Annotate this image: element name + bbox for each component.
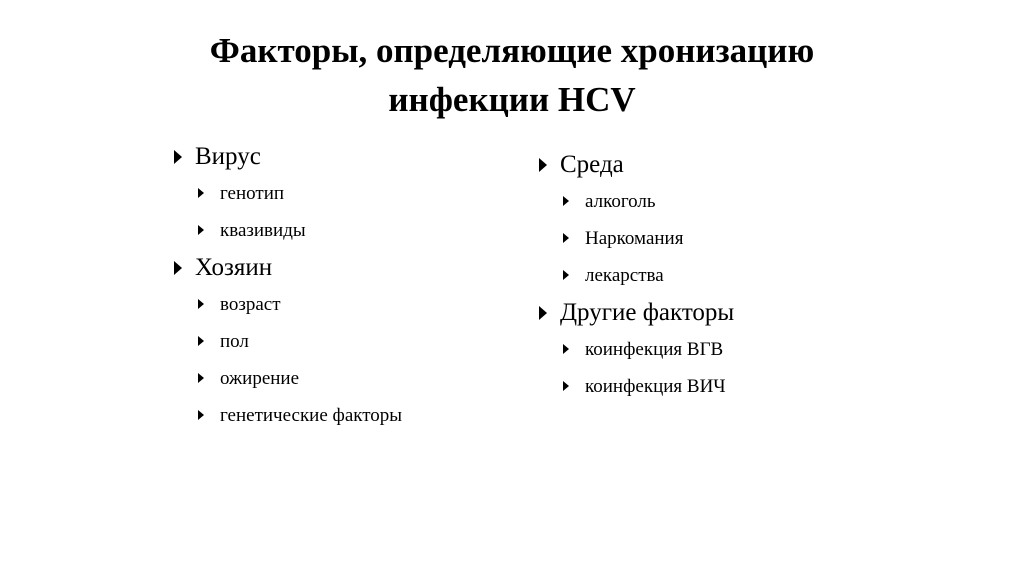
- triangle-bullet-icon: [174, 150, 182, 164]
- right-column-list: [537, 146, 734, 405]
- triangle-bullet-icon: [198, 373, 204, 383]
- triangle-bullet-icon: [563, 270, 569, 280]
- sub-bullet-obesity: [172, 360, 402, 397]
- sub-bullet-label: генотип: [220, 183, 285, 204]
- left-column-list: [172, 138, 402, 434]
- bullet-environment-label: Среда: [560, 151, 624, 178]
- sub-bullet-medications: [537, 257, 734, 294]
- sub-bullet-label: генетические факторы: [220, 405, 403, 426]
- bullet-other-factors: [537, 294, 734, 331]
- triangle-bullet-icon: [563, 196, 569, 206]
- sub-bullet-label: коинфекция ВГВ: [585, 339, 724, 360]
- triangle-bullet-icon: [198, 336, 204, 346]
- sub-bullet-genetic-factors: [172, 397, 402, 434]
- sub-bullet-label: алкоголь: [585, 191, 656, 212]
- bullet-virus: [172, 138, 402, 175]
- triangle-bullet-icon: [539, 306, 547, 320]
- triangle-bullet-icon: [198, 299, 204, 309]
- sub-bullet-label: ожирение: [220, 368, 300, 389]
- sub-bullet-label: коинфекция ВИЧ: [585, 376, 726, 397]
- sub-bullet-genotype: [172, 175, 402, 212]
- bullet-other-factors-label: Другие факторы: [560, 299, 735, 326]
- bullet-environment: [537, 146, 734, 183]
- sub-bullet-sex: [172, 323, 402, 360]
- sub-bullet-hiv-coinfection: [537, 368, 734, 405]
- sub-bullet-label: Наркомания: [585, 228, 684, 249]
- triangle-bullet-icon: [563, 344, 569, 354]
- sub-bullet-drug-addiction: [537, 220, 734, 257]
- bullet-host: [172, 249, 402, 286]
- sub-bullet-label: квазивиды: [220, 220, 306, 241]
- triangle-bullet-icon: [198, 188, 204, 198]
- sub-bullet-hbv-coinfection: [537, 331, 734, 368]
- slide-title-line-1: Факторы, определяющие хронизацию: [209, 31, 815, 70]
- sub-bullet-label: возраст: [220, 294, 281, 315]
- slide-title-line-2: инфекции HCV: [388, 80, 636, 119]
- triangle-bullet-icon: [563, 233, 569, 243]
- triangle-bullet-icon: [563, 381, 569, 391]
- bullet-virus-label: Вирус: [195, 143, 261, 170]
- sub-bullet-alcohol: [537, 183, 734, 220]
- triangle-bullet-icon: [174, 261, 182, 275]
- triangle-bullet-icon: [539, 158, 547, 172]
- sub-bullet-age: [172, 286, 402, 323]
- sub-bullet-quasispecies: [172, 212, 402, 249]
- sub-bullet-label: пол: [220, 331, 249, 352]
- triangle-bullet-icon: [198, 225, 204, 235]
- slide-title: [0, 26, 1024, 124]
- bullet-host-label: Хозяин: [195, 254, 273, 281]
- triangle-bullet-icon: [198, 410, 204, 420]
- sub-bullet-label: лекарства: [585, 265, 664, 286]
